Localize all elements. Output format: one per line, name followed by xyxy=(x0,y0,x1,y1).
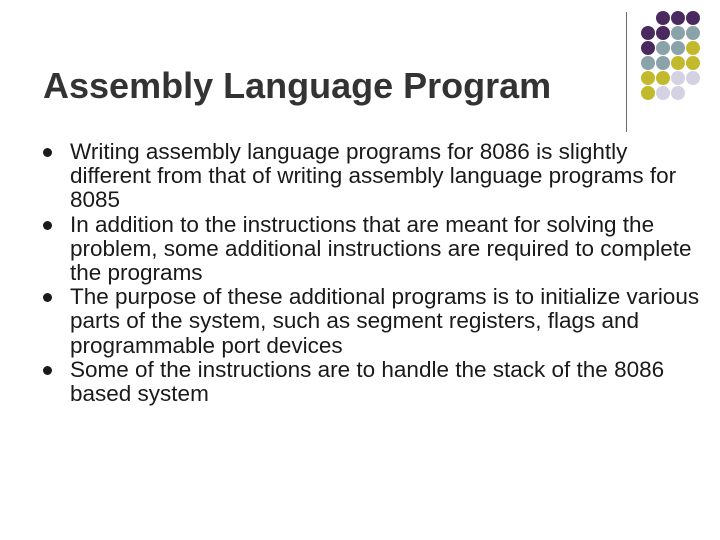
bullet-text: Some of the instructions are to handle the stack of the 8086 based system xyxy=(70,356,665,407)
decorative-dot xyxy=(671,86,685,100)
bullet-text: In addition to the instructions that are meant for solving the problem, some additional instructions are required to complete the programs xyxy=(70,211,692,286)
slide-title: Assembly Language Program xyxy=(43,65,552,106)
decorative-dot xyxy=(656,26,670,40)
decorative-dot xyxy=(686,11,700,25)
bullet-dot-icon xyxy=(43,293,52,302)
decorative-dot xyxy=(641,56,655,70)
decorative-dot xyxy=(686,41,700,55)
decorative-dot xyxy=(686,26,700,40)
decorative-dot xyxy=(641,71,655,85)
decorative-dot xyxy=(641,86,655,100)
decorative-dot xyxy=(686,71,700,85)
decorative-dot xyxy=(656,71,670,85)
decorative-dot xyxy=(656,41,670,55)
bullet-list xyxy=(70,140,710,406)
decorative-dot xyxy=(656,56,670,70)
bullet-item xyxy=(70,285,710,358)
bullet-text: The purpose of these additional programs is to initialize various parts of the system, such as segment registers, flags and programmable port devices xyxy=(70,284,700,358)
title-divider-line xyxy=(626,12,627,132)
decorative-dot xyxy=(656,86,670,100)
bullet-dot-icon xyxy=(43,221,52,230)
decorative-dot xyxy=(641,26,655,40)
bullet-item xyxy=(70,140,710,213)
decorative-dot xyxy=(671,41,685,55)
bullet-item xyxy=(70,358,710,406)
decorative-dot xyxy=(671,56,685,70)
bullet-dot-icon xyxy=(43,148,52,157)
bullet-dot-icon xyxy=(43,366,52,375)
decorative-dot xyxy=(686,56,700,70)
decorative-dot xyxy=(656,11,670,25)
decorative-dot xyxy=(671,11,685,25)
bullet-text: Writing assembly language programs for 8086 is slightly different from that of writing assembly language programs for 8085 xyxy=(70,139,677,213)
decorative-dot xyxy=(641,41,655,55)
decorative-dot xyxy=(671,26,685,40)
bullet-item xyxy=(70,213,710,286)
decorative-dot xyxy=(671,71,685,85)
